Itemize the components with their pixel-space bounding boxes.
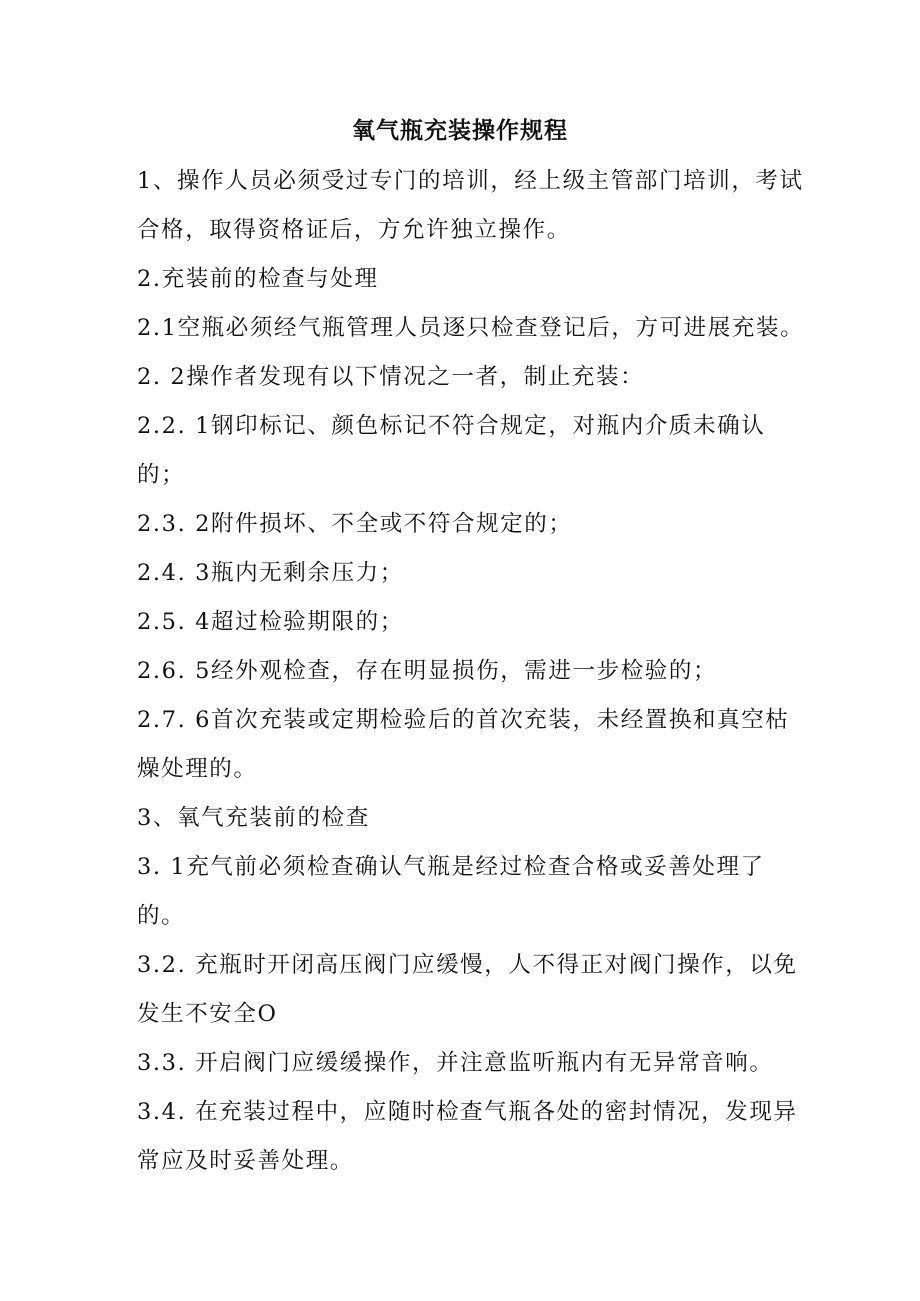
paragraph-line: 2.3. 2附件损坏、不全或不符合规定的； [137,511,573,537]
section-heading: 3、氧气充装前的检查 [137,805,370,831]
paragraph-line: 的。 [137,903,186,929]
paragraph-line: 燥处理的。 [137,756,258,782]
paragraph-line: 2.7. 6首次充装或定期检验后的首次充装，未经置换和真空枯 [137,707,790,733]
section-heading: 2.充装前的检查与处理 [137,266,379,292]
paragraph-line: 2.1空瓶必须经气瓶管理人员逐只检查登记后，方可进展充装。 [137,315,805,341]
paragraph-line: 2.6. 5经外观检查，存在明显损伤，需进一步检验的； [137,658,718,684]
paragraph-line: 3.4. 在充装过程中，应随时检查气瓶各处的密封情况，发现异 [137,1099,798,1125]
paragraph-line: 2.4. 3瓶内无剩余压力； [137,560,404,586]
paragraph-line: 合格，取得资格证后，方允许独立操作。 [137,217,571,243]
paragraph-line: 3. 1充气前必须检查确认气瓶是经过检查合格或妥善处理了 [137,854,765,880]
paragraph-line: 3.2. 充瓶时开闭高压阀门应缓慢，人不得正对阀门操作，以免 [137,952,798,978]
paragraph-line: 的； [137,462,186,488]
paragraph-line: 2.5. 4超过检验期限的； [137,609,404,635]
paragraph-line: 1、操作人员必须受过专门的培训，经上级主管部门培训，考试 [137,168,804,194]
paragraph-line: 发生不安全O [137,1001,278,1027]
paragraph-line: 2.2. 1钢印标记、颜色标记不符合规定，对瓶内介质未确认 [137,413,766,439]
paragraph-line: 常应及时妥善处理。 [137,1148,354,1174]
paragraph-line: 3.3. 开启阀门应缓缓操作，并注意监听瓶内有无异常音响。 [137,1050,774,1076]
page-title: 氧气瓶充装操作规程 [352,117,568,144]
paragraph-line: 2. 2操作者发现有以下情况之一者，制止充装： [137,364,645,390]
